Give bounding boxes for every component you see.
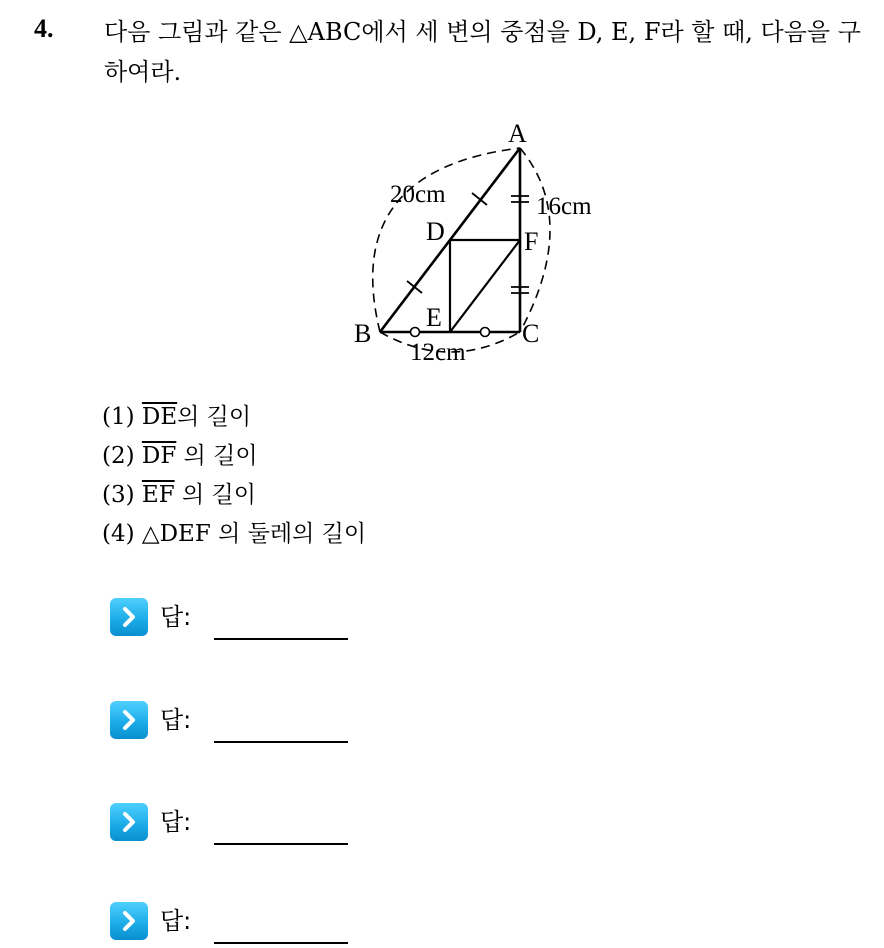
chevron-right-icon <box>110 598 148 636</box>
mark-ec <box>481 328 490 337</box>
tick-db <box>407 281 422 293</box>
triangle-figure <box>340 110 630 370</box>
label-b: B <box>354 319 372 348</box>
chevron-right-icon <box>110 803 148 841</box>
subquestion-suffix: 의 둘레의 길이 <box>218 521 367 547</box>
subquestion-2 <box>102 441 258 471</box>
answer-row-2 <box>110 701 370 747</box>
subquestion-suffix: 의 길이 <box>183 443 258 469</box>
answer-label: 답: <box>160 808 192 836</box>
segment-label: △DEF <box>141 521 211 547</box>
chevron-right-icon <box>110 902 148 940</box>
question-text: 다음 그림과 같은 △ABC에서 세 변의 중점을 D, E, F라 할 때, 다음을 구하여라. <box>104 18 861 86</box>
chevron-right-icon <box>110 701 148 739</box>
label-f: F <box>524 227 539 256</box>
triangle-diagram <box>340 110 630 370</box>
answer-label: 답: <box>160 907 192 935</box>
answer-blank[interactable] <box>214 638 348 640</box>
length-ab: 20cm <box>390 181 446 208</box>
subquestion-4 <box>102 519 366 549</box>
segment-label: $\overline{DF}$ <box>141 443 177 469</box>
segment-label: $\overline{EF}$ <box>141 482 175 508</box>
label-a: A <box>508 119 527 148</box>
answer-label: 답: <box>160 706 192 734</box>
label-e: E <box>426 303 442 332</box>
label-c: C <box>522 319 540 348</box>
subquestion-suffix: 의 길이 <box>181 482 256 508</box>
answer-blank[interactable] <box>214 741 348 743</box>
answer-blank[interactable] <box>214 843 348 845</box>
subquestion-suffix: 의 길이 <box>177 404 252 430</box>
answer-label: 답: <box>160 603 192 631</box>
answer-blank[interactable] <box>214 942 348 944</box>
answer-row-4 <box>110 902 370 948</box>
segment-label: $\overline{DE}$ <box>141 404 178 430</box>
label-d: D <box>426 217 445 246</box>
subquestion-3 <box>102 480 256 510</box>
subquestion-number: (4) <box>102 521 135 547</box>
subquestion-1 <box>102 402 251 432</box>
answer-row-3 <box>110 803 370 849</box>
mark-be <box>411 328 420 337</box>
length-ac: 16cm <box>536 193 592 220</box>
subquestion-number: (2) <box>102 443 135 469</box>
answer-row-1 <box>110 598 370 644</box>
question-number: 4. <box>34 14 54 43</box>
segment-ef <box>450 240 520 332</box>
length-bc: 12cm <box>410 339 466 366</box>
subquestion-number: (3) <box>102 482 135 508</box>
subquestion-number: (1) <box>102 404 135 430</box>
